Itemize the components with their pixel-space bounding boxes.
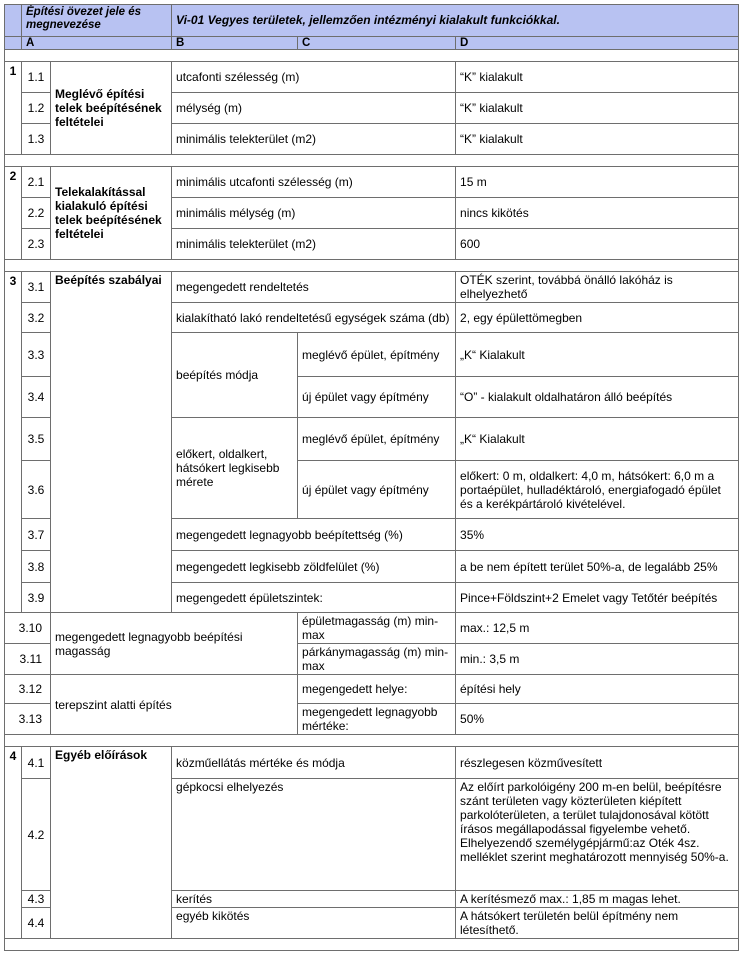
row-label: minimális utcafonti szélesség (m) — [172, 167, 456, 198]
row-id: 3.4 — [22, 377, 51, 418]
row-id: 4.3 — [22, 891, 51, 908]
zone-label: Építési övezet jele és megnevezése — [22, 5, 172, 37]
row-value: 15 m — [456, 167, 739, 198]
row-label: minimális telekterület (m2) — [172, 124, 456, 155]
row-value: “K” kialakult — [456, 62, 739, 93]
row-id: 3.1 — [22, 272, 51, 303]
row-label: előkert, oldalkert, hátsókert legkisebb mérete — [172, 418, 298, 519]
row-id: 3.3 — [22, 333, 51, 377]
table-row — [5, 62, 739, 93]
row-label: kialakítható lakó rendeltetésű egységek száma (db) — [172, 303, 456, 333]
row-value: min.: 3,5 m — [456, 644, 739, 675]
row-value: „K“ Kialakult — [456, 418, 739, 461]
row-sublabel: megengedett legnagyobb mértéke: — [298, 704, 456, 735]
spacer-row — [5, 155, 739, 167]
row-sublabel: meglévő épület, építmény — [298, 418, 456, 461]
column-letters-row — [5, 37, 739, 50]
row-label: mélység (m) — [172, 93, 456, 124]
row-value: „K“ Kialakult — [456, 333, 739, 377]
row-value: nincs kikötés — [456, 198, 739, 229]
row-label: egyéb kikötés — [172, 908, 456, 939]
spacer-row — [5, 735, 739, 747]
zoning-table — [4, 4, 739, 951]
row-value: építési hely — [456, 675, 739, 704]
col-c-label: C — [298, 37, 456, 50]
row-id: 4.1 — [22, 747, 51, 779]
col-a-label: A — [22, 37, 172, 50]
row-value: 2, egy épülettömegben — [456, 303, 739, 333]
row-value: A kerítésmező max.: 1,85 m magas lehet. — [456, 891, 739, 908]
row-label: megengedett legkisebb zöldfelület (%) — [172, 551, 456, 583]
table-row — [5, 613, 739, 644]
row-id: 1.3 — [22, 124, 51, 155]
table-row — [5, 747, 739, 779]
row-id: 4.2 — [22, 779, 51, 891]
row-id: 1.2 — [22, 93, 51, 124]
row-value: “K” kialakult — [456, 124, 739, 155]
section-number: 1 — [5, 62, 22, 155]
spacer-row — [5, 939, 739, 951]
row-value: “K” kialakult — [456, 93, 739, 124]
row-value: A hátsókert területén belül építmény nem létesíthető. — [456, 908, 739, 939]
row-id: 1.1 — [22, 62, 51, 93]
row-value: 50% — [456, 704, 739, 735]
spacer-row — [5, 260, 739, 272]
row-id: 3.10 — [5, 613, 51, 644]
table-row — [5, 272, 739, 303]
row-id: 3.5 — [22, 418, 51, 461]
row-label: gépkocsi elhelyezés — [172, 779, 456, 891]
row-value: 600 — [456, 229, 739, 260]
table-row — [5, 167, 739, 198]
section-number: 3 — [5, 272, 22, 613]
row-sublabel: új épület vagy építmény — [298, 461, 456, 519]
row-id: 2.1 — [22, 167, 51, 198]
row-sublabel: megengedett helye: — [298, 675, 456, 704]
row-label: megengedett épületszintek: — [172, 583, 456, 613]
row-label: megengedett legnagyobb beépítési magasság — [51, 613, 298, 675]
col-d-label: D — [456, 37, 739, 50]
section-title: Beépítés szabályai — [51, 272, 172, 613]
row-label: minimális mélység (m) — [172, 198, 456, 229]
row-sublabel: új épület vagy építmény — [298, 377, 456, 418]
row-id: 2.2 — [22, 198, 51, 229]
row-id: 3.12 — [5, 675, 51, 704]
section-number: 2 — [5, 167, 22, 260]
row-label: minimális telekterület (m2) — [172, 229, 456, 260]
col-b-label: B — [172, 37, 298, 50]
section-title: Meglévő építési telek beépítésének feltételei — [51, 62, 172, 155]
section-title: Telekalakítással kialakuló építési telek beépítésének feltételei — [51, 167, 172, 260]
row-value: max.: 12,5 m — [456, 613, 739, 644]
zone-title: Vi-01 Vegyes területek, jellemzően intézményi kialakult funkciókkal. — [172, 5, 739, 37]
row-id: 2.3 — [22, 229, 51, 260]
spacer-row — [5, 50, 739, 62]
row-label: közműellátás mértéke és módja — [172, 747, 456, 779]
row-label: megengedett rendeltetés — [172, 272, 456, 303]
row-sublabel: párkánymagasság (m) min-max — [298, 644, 456, 675]
row-label: terepszint alatti építés — [51, 675, 298, 735]
row-value: OTÉK szerint, továbbá önálló lakóház is elhelyezhető — [456, 272, 739, 303]
row-label: megengedett legnagyobb beépítettség (%) — [172, 519, 456, 551]
row-value: részlegesen közművesített — [456, 747, 739, 779]
row-id: 3.9 — [22, 583, 51, 613]
table-row — [5, 675, 739, 704]
row-value: Az előírt parkolóigény 200 m-en belül, beépítésre szánt területen vagy közterületen kiépített parkolóterületen, a terület tulajdonosával kötött írásos megállapodással figyelembe vehető. Elhelyezendő személygépjármű:az Oték 4sz. melléklet szerint meghatározott mennyiség 50%-a. — [456, 779, 739, 891]
row-sublabel: épületmagasság (m) min-max — [298, 613, 456, 644]
row-value: 35% — [456, 519, 739, 551]
row-id: 3.2 — [22, 303, 51, 333]
row-sublabel: meglévő épület, építmény — [298, 333, 456, 377]
section-number: 4 — [5, 747, 22, 939]
row-value: Pince+Földszint+2 Emelet vagy Tetőtér beépítés — [456, 583, 739, 613]
row-id: 3.11 — [5, 644, 51, 675]
row-label: kerítés — [172, 891, 456, 908]
row-value: előkert: 0 m, oldalkert: 4,0 m, hátsókert: 6,0 m a portaépület, hulladéktároló, energiafogadó épület és a kerékpártároló kivételével. — [456, 461, 739, 519]
row-value: “O” - kialakult oldalhatáron álló beépítés — [456, 377, 739, 418]
row-id: 3.7 — [22, 519, 51, 551]
row-id: 3.8 — [22, 551, 51, 583]
row-id: 3.6 — [22, 461, 51, 519]
row-label: beépítés módja — [172, 333, 298, 418]
row-value: a be nem épített terület 50%-a, de legalább 25% — [456, 551, 739, 583]
row-id: 3.13 — [5, 704, 51, 735]
row-id: 4.4 — [22, 908, 51, 939]
header-row — [5, 5, 739, 37]
section-title: Egyéb előírások — [51, 747, 172, 939]
row-label: utcafonti szélesség (m) — [172, 62, 456, 93]
